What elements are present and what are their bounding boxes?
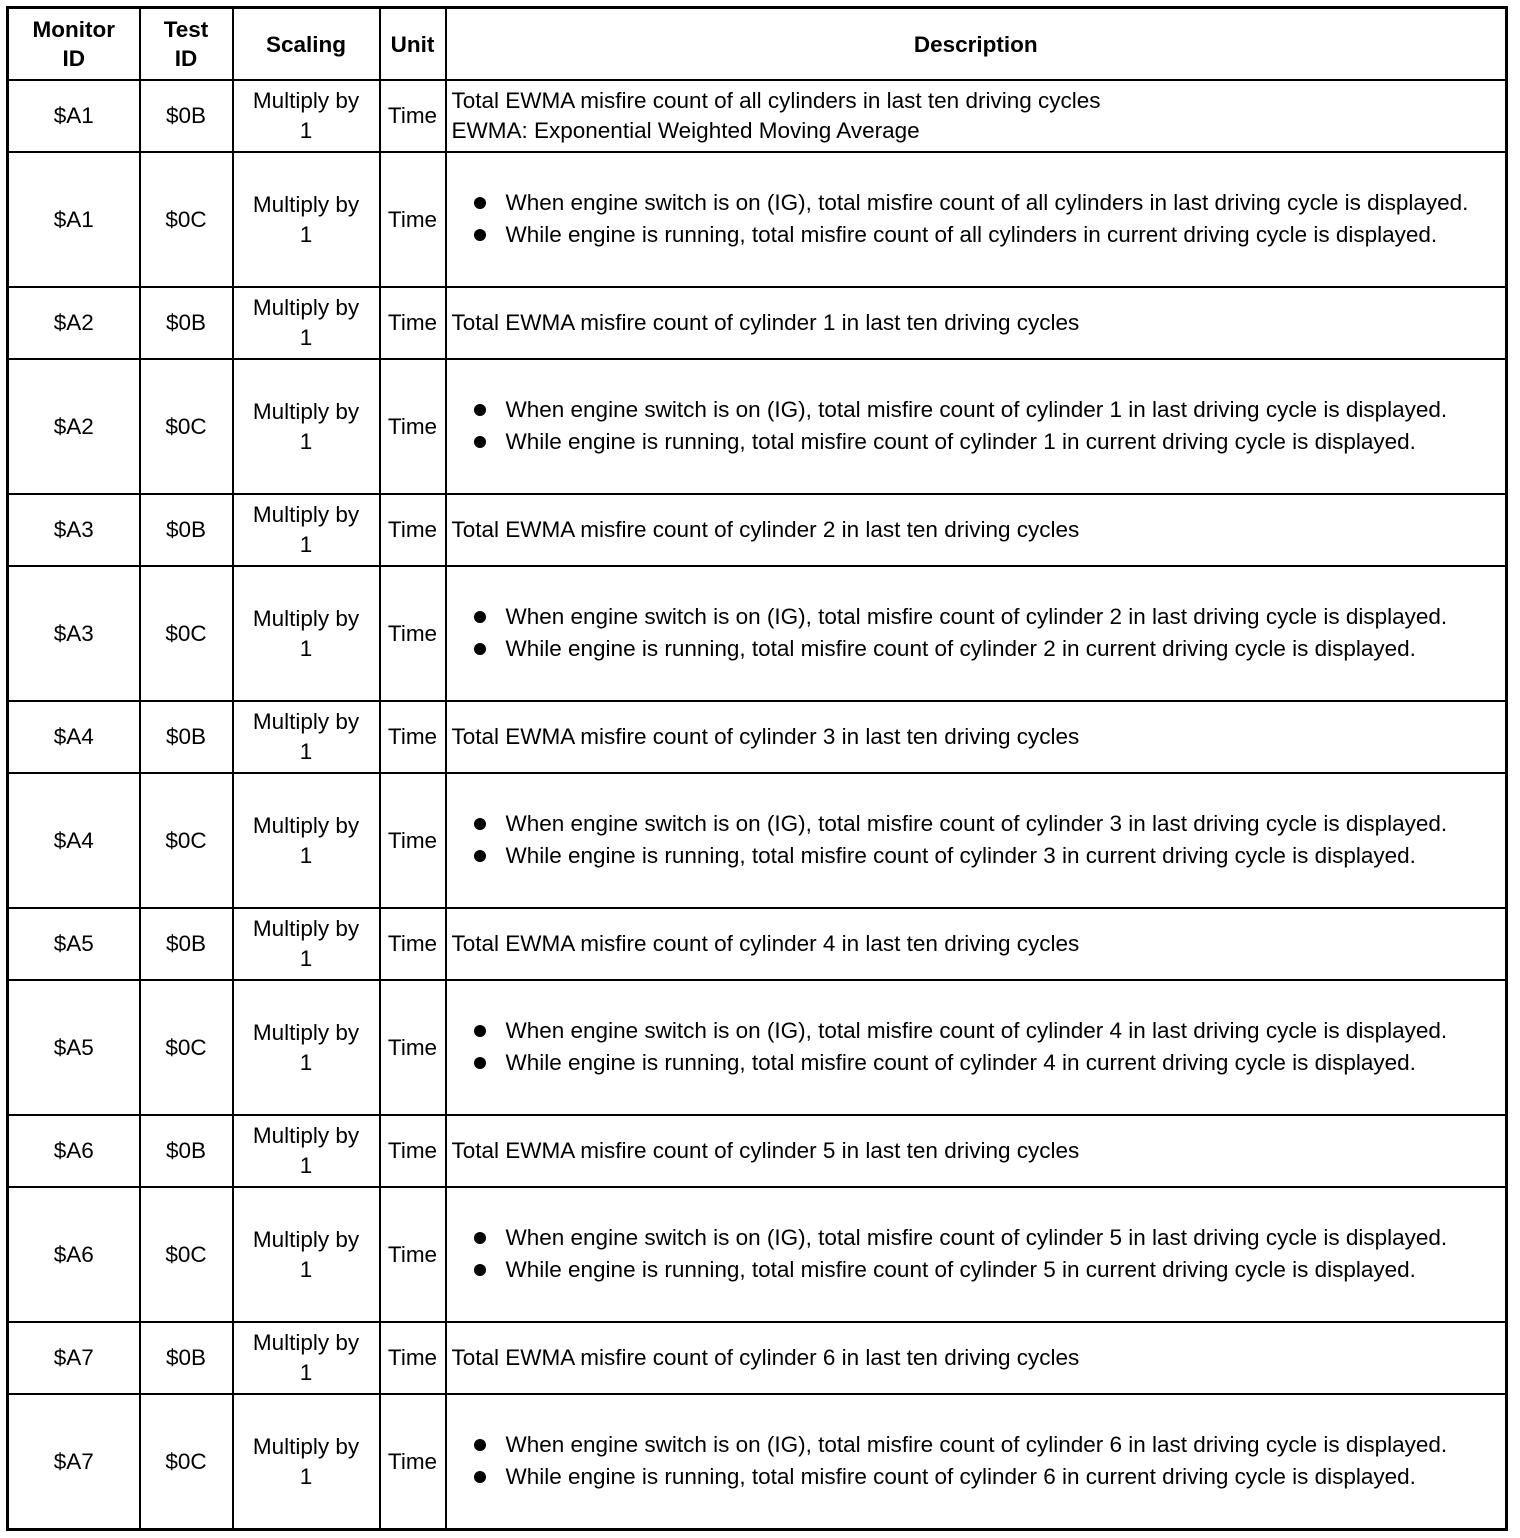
bullet-text: While engine is running, total misfire count of all cylinders in current driving cycle is displayed. (505, 221, 1438, 247)
bullet-text: When engine switch is on (IG), total misfire count of cylinder 2 in last driving cycle is displayed. (505, 603, 1448, 629)
bullet-text: When engine switch is on (IG), total misfire count of cylinder 4 in last driving cycle is displayed. (505, 1017, 1448, 1043)
description-cell (446, 1187, 1507, 1322)
unit-cell: Time (380, 80, 446, 152)
table-row (8, 80, 1507, 152)
monitor-id-cell: $A5 (8, 980, 140, 1115)
bullet-text: When engine switch is on (IG), total misfire count of cylinder 5 in last driving cycle is displayed. (505, 1224, 1448, 1250)
bullet-dot-icon (474, 436, 486, 448)
monitor-id-cell: $A6 (8, 1187, 140, 1322)
header-test-id (140, 8, 233, 81)
description-line: Total EWMA misfire count of cylinder 5 in last ten driving cycles (451, 1138, 1080, 1163)
description-cell (446, 359, 1507, 494)
bullet-item (474, 1223, 1502, 1253)
description-line: Total EWMA misfire count of cylinder 1 in last ten driving cycles (451, 310, 1080, 335)
unit-cell: Time (380, 494, 446, 566)
bullet-item (474, 1016, 1502, 1046)
bullet-dot-icon (474, 197, 486, 209)
description-line: EWMA: Exponential Weighted Moving Average (451, 118, 920, 143)
test-id-cell: $0B (140, 494, 233, 566)
bullet-item (474, 395, 1502, 425)
table-row (8, 1187, 1507, 1322)
scaling-cell: Multiply by 1 (233, 701, 380, 773)
description-bullet-list (452, 393, 1502, 461)
header-row (8, 8, 1507, 81)
scaling-cell: Multiply by 1 (233, 359, 380, 494)
bullet-text: While engine is running, total misfire count of cylinder 6 in current driving cycle is displayed. (505, 1463, 1416, 1489)
bullet-dot-icon (474, 229, 486, 241)
description-cell (446, 1322, 1507, 1394)
bullet-item (474, 1255, 1502, 1285)
test-id-cell: $0B (140, 287, 233, 359)
description-cell (446, 80, 1507, 152)
scaling-cell: Multiply by 1 (233, 152, 380, 287)
description-cell (446, 1115, 1507, 1187)
header-unit: Unit (380, 8, 446, 81)
bullet-dot-icon (474, 643, 486, 655)
table-row (8, 152, 1507, 287)
header-scaling: Scaling (233, 8, 380, 81)
description-bullet-list (452, 600, 1502, 668)
monitor-id-cell: $A5 (8, 908, 140, 980)
monitor-id-cell: $A4 (8, 773, 140, 908)
unit-cell: Time (380, 980, 446, 1115)
bullet-dot-icon (474, 850, 486, 862)
table-row (8, 359, 1507, 494)
description-bullet-list (452, 186, 1502, 254)
scaling-cell: Multiply by 1 (233, 566, 380, 701)
test-id-cell: $0C (140, 773, 233, 908)
unit-cell: Time (380, 908, 446, 980)
bullet-text: When engine switch is on (IG), total misfire count of cylinder 1 in last driving cycle is displayed. (505, 396, 1448, 422)
test-id-cell: $0C (140, 1187, 233, 1322)
scaling-cell: Multiply by 1 (233, 773, 380, 908)
monitor-id-cell: $A3 (8, 566, 140, 701)
table-row (8, 980, 1507, 1115)
monitor-id-cell: $A1 (8, 152, 140, 287)
monitor-id-cell: $A3 (8, 494, 140, 566)
description-cell (446, 152, 1507, 287)
monitor-id-cell: $A1 (8, 80, 140, 152)
unit-cell: Time (380, 1322, 446, 1394)
scaling-cell: Multiply by 1 (233, 1394, 380, 1530)
bullet-item (474, 1430, 1502, 1460)
bullet-item (474, 841, 1502, 871)
header-monitor-id-text: Monitor ID (32, 17, 115, 71)
bullet-item (474, 220, 1502, 250)
bullet-text: When engine switch is on (IG), total misfire count of cylinder 3 in last driving cycle is displayed. (505, 810, 1448, 836)
bullet-text: While engine is running, total misfire count of cylinder 5 in current driving cycle is displayed. (505, 1256, 1416, 1282)
description-line: Total EWMA misfire count of cylinder 2 in last ten driving cycles (451, 517, 1080, 542)
table-row (8, 566, 1507, 701)
table-row (8, 773, 1507, 908)
bullet-dot-icon (474, 1439, 486, 1451)
monitor-id-cell: $A4 (8, 701, 140, 773)
scaling-cell: Multiply by 1 (233, 287, 380, 359)
monitor-id-cell: $A6 (8, 1115, 140, 1187)
scaling-cell: Multiply by 1 (233, 1115, 380, 1187)
unit-cell: Time (380, 152, 446, 287)
monitor-id-cell: $A2 (8, 287, 140, 359)
bullet-text: While engine is running, total misfire count of cylinder 2 in current driving cycle is displayed. (505, 635, 1416, 661)
description-cell (446, 980, 1507, 1115)
description-cell (446, 494, 1507, 566)
table-row (8, 494, 1507, 566)
bullet-text: While engine is running, total misfire count of cylinder 4 in current driving cycle is displayed. (505, 1049, 1416, 1075)
bullet-item (474, 1048, 1502, 1078)
bullet-dot-icon (474, 1471, 486, 1483)
bullet-dot-icon (474, 1232, 486, 1244)
scaling-cell: Multiply by 1 (233, 1322, 380, 1394)
scaling-cell: Multiply by 1 (233, 1187, 380, 1322)
description-cell (446, 1394, 1507, 1530)
table-row (8, 701, 1507, 773)
monitor-id-cell: $A7 (8, 1322, 140, 1394)
scaling-cell: Multiply by 1 (233, 80, 380, 152)
description-cell (446, 908, 1507, 980)
test-id-cell: $0C (140, 1394, 233, 1530)
description-bullet-list (452, 1221, 1502, 1289)
unit-cell: Time (380, 566, 446, 701)
unit-cell: Time (380, 773, 446, 908)
bullet-item (474, 602, 1502, 632)
table-row (8, 908, 1507, 980)
monitor-test-table (6, 6, 1508, 1531)
description-bullet-list (452, 1428, 1502, 1496)
unit-cell: Time (380, 1394, 446, 1530)
table-row (8, 1394, 1507, 1530)
bullet-item (474, 1462, 1502, 1492)
bullet-text: While engine is running, total misfire count of cylinder 3 in current driving cycle is displayed. (505, 842, 1416, 868)
scaling-cell: Multiply by 1 (233, 494, 380, 566)
table-row (8, 287, 1507, 359)
bullet-dot-icon (474, 1264, 486, 1276)
test-id-cell: $0C (140, 566, 233, 701)
bullet-dot-icon (474, 1025, 486, 1037)
test-id-cell: $0C (140, 359, 233, 494)
test-id-cell: $0B (140, 1115, 233, 1187)
description-line: Total EWMA misfire count of cylinder 3 in last ten driving cycles (451, 724, 1080, 749)
header-description: Description (446, 8, 1507, 81)
header-test-id-text: Test ID (163, 17, 209, 71)
unit-cell: Time (380, 1115, 446, 1187)
bullet-dot-icon (474, 404, 486, 416)
bullet-item (474, 809, 1502, 839)
scaling-cell: Multiply by 1 (233, 980, 380, 1115)
description-cell (446, 287, 1507, 359)
bullet-item (474, 427, 1502, 457)
bullet-text: When engine switch is on (IG), total misfire count of all cylinders in last driving cycle is displayed. (505, 189, 1469, 215)
monitor-id-cell: $A7 (8, 1394, 140, 1530)
table-row (8, 1322, 1507, 1394)
description-cell (446, 701, 1507, 773)
description-line: Total EWMA misfire count of all cylinders in last ten driving cycles (451, 88, 1101, 113)
unit-cell: Time (380, 359, 446, 494)
test-id-cell: $0B (140, 80, 233, 152)
description-cell (446, 773, 1507, 908)
bullet-text: When engine switch is on (IG), total misfire count of cylinder 6 in last driving cycle is displayed. (505, 1431, 1448, 1457)
test-id-cell: $0C (140, 152, 233, 287)
description-bullet-list (452, 807, 1502, 875)
header-monitor-id (8, 8, 140, 81)
unit-cell: Time (380, 287, 446, 359)
bullet-item (474, 188, 1502, 218)
description-line: Total EWMA misfire count of cylinder 4 in last ten driving cycles (451, 931, 1080, 956)
description-bullet-list (452, 1014, 1502, 1082)
table-row (8, 1115, 1507, 1187)
test-id-cell: $0B (140, 908, 233, 980)
test-id-cell: $0B (140, 1322, 233, 1394)
unit-cell: Time (380, 1187, 446, 1322)
bullet-dot-icon (474, 611, 486, 623)
description-line: Total EWMA misfire count of cylinder 6 in last ten driving cycles (451, 1345, 1080, 1370)
monitor-id-cell: $A2 (8, 359, 140, 494)
bullet-item (474, 634, 1502, 664)
description-cell (446, 566, 1507, 701)
bullet-dot-icon (474, 1057, 486, 1069)
scaling-cell: Multiply by 1 (233, 908, 380, 980)
bullet-text: While engine is running, total misfire count of cylinder 1 in current driving cycle is displayed. (505, 428, 1416, 454)
bullet-dot-icon (474, 818, 486, 830)
unit-cell: Time (380, 701, 446, 773)
test-id-cell: $0B (140, 701, 233, 773)
test-id-cell: $0C (140, 980, 233, 1115)
